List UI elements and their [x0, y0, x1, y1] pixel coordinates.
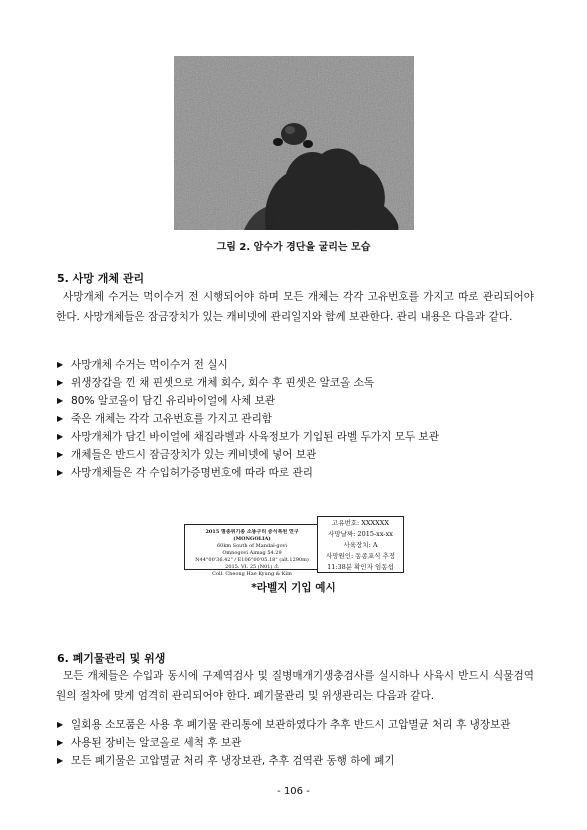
page-number: - 106 - [277, 786, 310, 797]
list-item: ▶ 사망개체 수거는 먹이수거 전 실시 [57, 356, 539, 374]
section-6-heading: 6. 폐기물관리 및 위생 [57, 652, 166, 665]
bullet-triangle-icon: ▶ [57, 756, 64, 765]
list-item: ▶ 사망개체가 담긴 바이얼에 채집라벨과 사육정보가 기입된 라벨 두가지 모두 보관 [57, 428, 539, 446]
list-item: ▶ 죽은 개체는 각각 고유번호를 가지고 관리함 [57, 410, 539, 428]
bullet-triangle-icon: ▶ [57, 360, 64, 369]
section-6-paragraph: 모든 개체들은 수입과 동시에 구제역검사 및 질병매개기생충검사를 실시하나 사육시 반드시 식물검역원의 절차에 맞게 엄격히 관리되어야 한다. 폐기물관리 및 위생관리는 다음과 같다. [56, 670, 534, 702]
bullet-triangle-icon: ▶ [57, 396, 64, 405]
figure-caption: 그림 2. 암수가 경단을 굴리는 모습 [216, 242, 371, 253]
section-5-paragraph: 사망개체 수거는 먹이수거 전 시행되어야 하며 모든 개체는 각각 고유번호를 가지고 따로 관리되어야 한다. 사망개체들은 잠금장치가 있는 캐비넷에 관리일지와 함께 보관한다. 관리 내용은 다음과 같다. [56, 291, 534, 323]
section-6-bullet-list [57, 716, 539, 770]
list-item: ▶ 위생장갑을 낀 채 핀셋으로 개체 회수, 회수 후 핀셋은 알코올 소독 [57, 374, 539, 392]
section-5-bullet-list [57, 356, 539, 482]
list-item: ▶ 80% 알코올이 담긴 유리바이얼에 사체 보관 [57, 392, 539, 410]
list-item: ▶ 모든 폐기물은 고압멸균 처리 후 냉장보관, 추후 검역관 동행 하에 폐기 [57, 752, 539, 770]
bullet-triangle-icon: ▶ [57, 468, 64, 477]
list-item: ▶ 사망개체들은 각 수입허가증명번호에 따라 따로 관리 [57, 464, 539, 482]
list-item: ▶ 사용된 장비는 알코올로 세척 후 보관 [57, 734, 539, 752]
bullet-triangle-icon: ▶ [57, 720, 64, 729]
list-item: ▶ 개체들은 반드시 잠금장치가 있는 케비넷에 넣어 보관 [57, 446, 539, 464]
bullet-triangle-icon: ▶ [57, 450, 64, 459]
list-item: ▶ 일회용 소모품은 사용 후 폐기물 관리통에 보관하였다가 추후 반드시 고압멸균 처리 후 냉장보관 [57, 716, 539, 734]
rearing-info-label: 고유번호: XXXXXX 사망날짜: 2015-xx-xx 사육장치: A 사망원인: 동종포식 추정 11:38분 확인자 임동섭 [317, 516, 404, 573]
collection-label: 2015 멸종위기종 소똥구리 증식복원 연구 (MONGOLIA) 60km South of Mandal-govi Omnogovi Aimag 54.29 N44°00'36.42" / E106°00'05.18" (alt.1290m) 2015. VI. 25 (N01) 소 Coll. Cheong Hae Kyung & Kim [184, 524, 320, 570]
bullet-triangle-icon: ▶ [57, 414, 64, 423]
bullet-triangle-icon: ▶ [57, 432, 64, 441]
dung-beetle-photo [174, 56, 414, 230]
section-5-heading: 5. 사망 개체 관리 [57, 272, 145, 285]
bullet-triangle-icon: ▶ [57, 378, 64, 387]
bullet-triangle-icon: ▶ [57, 738, 64, 747]
label-example-caption: *라벨지 기입 예시 [251, 582, 336, 594]
